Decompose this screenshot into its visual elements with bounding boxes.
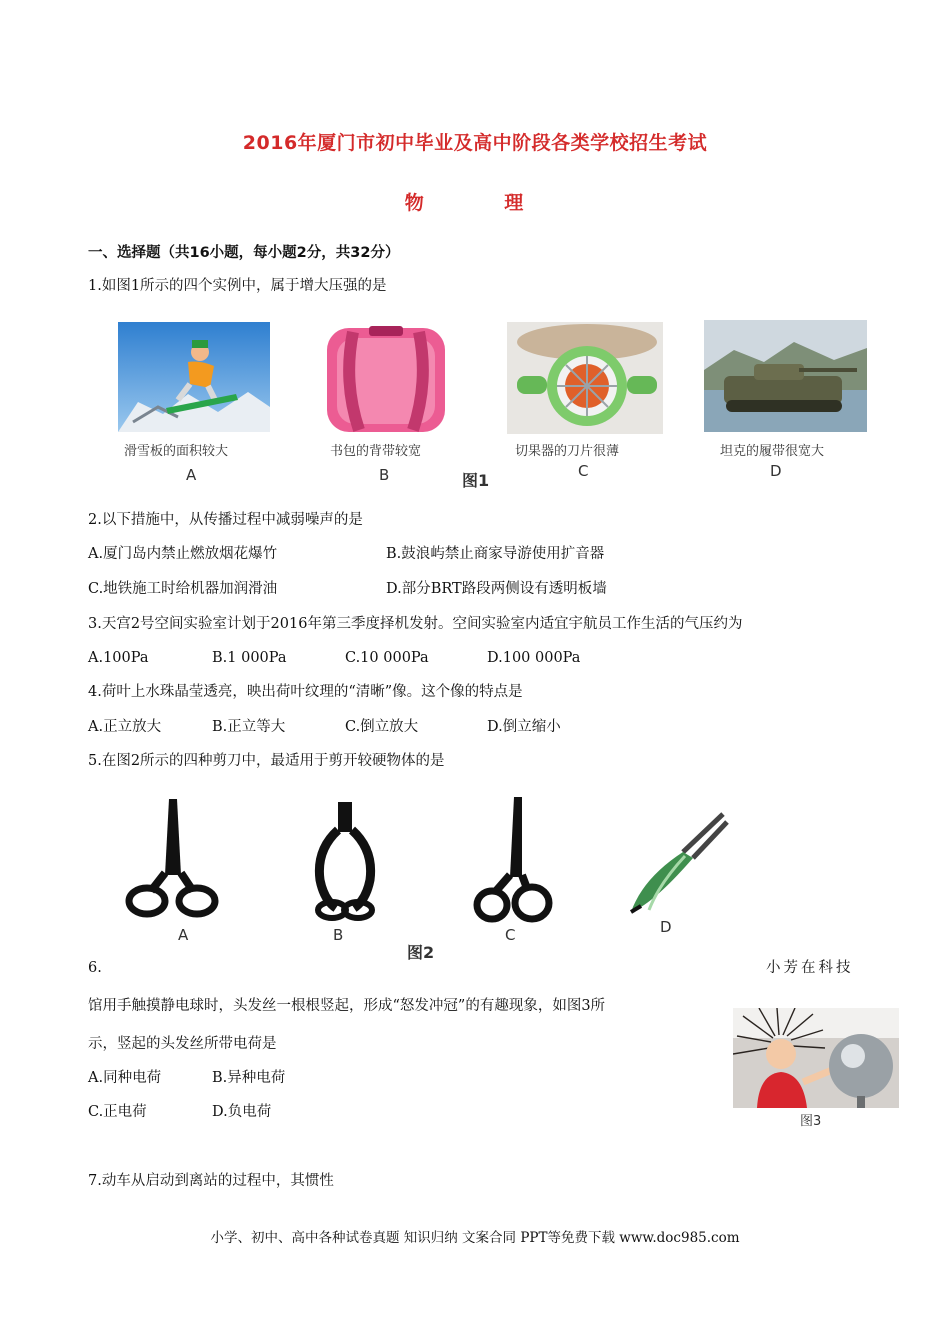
q2-option-d: D.部分BRT路段两侧设有透明板墙 bbox=[386, 581, 607, 597]
q6-option-a: A.同种电荷 bbox=[88, 1070, 162, 1086]
tank-image bbox=[704, 320, 867, 432]
q1-stem: 1.如图1所示的四个实例中，属于增大压强的是 bbox=[88, 278, 387, 294]
subject-title: 物 理 bbox=[404, 192, 546, 214]
scissors-d-icon bbox=[623, 808, 731, 920]
q5-letter-d: D bbox=[660, 918, 672, 936]
q4-option-b: B.正立等大 bbox=[212, 719, 286, 735]
q1-caption-d: 坦克的履带很宽大 bbox=[720, 444, 825, 459]
q6-line1-right: 小芳在科技 bbox=[766, 960, 854, 976]
figure-3-label: 图3 bbox=[800, 1114, 822, 1129]
section-heading: 一、选择题（共16小题，每小题2分，共32分） bbox=[88, 245, 400, 261]
q5-letter-c: C bbox=[505, 926, 516, 944]
figure-1-label: 图1 bbox=[462, 471, 490, 490]
fruit-slicer-image bbox=[507, 322, 663, 434]
q7-stem: 7.动车从启动到离站的过程中，其惯性 bbox=[88, 1173, 334, 1189]
q4-option-d: D.倒立缩小 bbox=[487, 719, 561, 735]
q1-letter-b: B bbox=[379, 466, 390, 484]
q5-stem: 5.在图2所示的四种剪刀中，最适用于剪开较硬物体的是 bbox=[88, 753, 445, 769]
q1-letter-c: C bbox=[578, 462, 589, 480]
q6-line2: 馆用手触摸静电球时，头发丝一根根竖起，形成“怒发冲冠”的有趣现象，如图3所 bbox=[88, 998, 606, 1014]
q6-option-c: C.正电荷 bbox=[88, 1104, 147, 1120]
exam-title: 2016年厦门市初中毕业及高中阶段各类学校招生考试 bbox=[242, 132, 708, 154]
q2-option-c: C.地铁施工时给机器加润滑油 bbox=[88, 581, 278, 597]
q3-option-b: B.1 000Pa bbox=[212, 650, 287, 666]
q3-option-a: A.100Pa bbox=[88, 650, 149, 666]
snowboard-image bbox=[118, 322, 270, 432]
q2-option-b: B.鼓浪屿禁止商家导游使用扩音器 bbox=[386, 546, 605, 562]
q1-caption-a: 滑雪板的面积较大 bbox=[124, 444, 229, 459]
backpack-image bbox=[313, 322, 459, 434]
q1-letter-a: A bbox=[186, 466, 197, 484]
q6-number: 6. bbox=[88, 960, 102, 976]
q6-line3: 示，竖起的头发丝所带电荷是 bbox=[88, 1036, 277, 1052]
scissors-a-icon bbox=[125, 795, 220, 923]
q1-letter-d: D bbox=[770, 462, 782, 480]
q2-option-a: A.厦门岛内禁止燃放烟花爆竹 bbox=[88, 546, 278, 562]
q3-option-d: D.100 000Pa bbox=[487, 650, 581, 666]
figure-2-label: 图2 bbox=[407, 943, 435, 962]
scissors-b-icon bbox=[310, 800, 380, 922]
q6-option-b: B.异种电荷 bbox=[212, 1070, 286, 1086]
q4-option-c: C.倒立放大 bbox=[345, 719, 419, 735]
q5-letter-b: B bbox=[333, 926, 344, 944]
q2-stem: 2.以下措施中，从传播过程中减弱噪声的是 bbox=[88, 512, 363, 528]
q5-letter-a: A bbox=[178, 926, 189, 944]
scissors-c-icon bbox=[472, 795, 554, 925]
q4-option-a: A.正立放大 bbox=[88, 719, 162, 735]
page-footer: 小学、初中、高中各种试卷真题 知识归纳 文案合同 PPT等免费下载 www.doc985.com bbox=[210, 1230, 740, 1246]
q4-stem: 4.荷叶上水珠晶莹透亮，映出荷叶纹理的“清晰”像。这个像的特点是 bbox=[88, 684, 523, 700]
q1-caption-b: 书包的背带较宽 bbox=[330, 444, 422, 459]
q3-stem: 3.天宫2号空间实验室计划于2016年第三季度择机发射。空间实验室内适宜宇航员工作生活的气压约为 bbox=[88, 616, 743, 632]
static-electricity-image bbox=[733, 1008, 899, 1108]
q3-option-c: C.10 000Pa bbox=[345, 650, 429, 666]
q6-option-d: D.负电荷 bbox=[212, 1104, 272, 1120]
q1-caption-c: 切果器的刀片很薄 bbox=[515, 444, 620, 459]
